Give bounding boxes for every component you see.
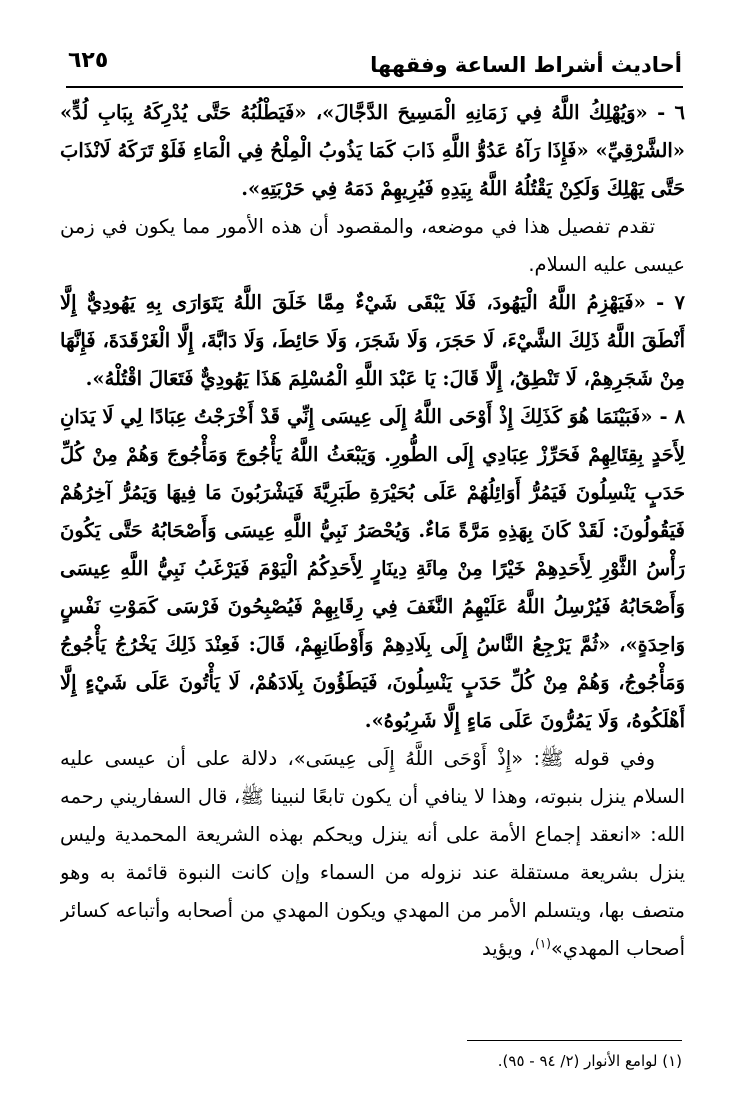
footnote: (١) لوامع الأنوار (٢/ ٩٤ - ٩٥). xyxy=(497,1052,682,1070)
running-title: أحاديث أشراط الساعة وفقهها xyxy=(370,53,682,77)
hadith-paragraph-6: ٦ - «وَيُهْلِكُ اللَّهُ فِي زَمَانِهِ الْمَسِيحَ الدَّجَّالَ»، «فَيَطْلُبُهُ حَتَّى يُدْرِكَهُ بِبَابِ لُدٍّ» «الشَّرْقِيِّ» «فَإِذَا رَآهُ عَدُوُّ اللَّهِ ذَابَ كَمَا يَذُوبُ الْمِلْحُ فِي الْمَاءِ فَلَوْ تَرَكَهُ لَانْذَابَ حَتَّى يَهْلِكَ وَلَكِنْ يَقْتُلُهُ اللَّهُ بِيَدِهِ فَيُرِيهِمْ دَمَهُ فِي حَرْبَتِهِ». xyxy=(60,101,685,200)
running-header xyxy=(68,42,682,86)
header-rule xyxy=(66,86,683,88)
commentary-paragraph-1: تقدم تفصيل هذا في موضعه، والمقصود أن هذه الأمور مما يكون في زمن عيسى عليه السلام. xyxy=(60,215,685,276)
hadith-paragraph-8: ٨ - «فَبَيْنَمَا هُوَ كَذَلِكَ إِذْ أَوْحَى اللَّهُ إِلَى عِيسَى إِنِّي قَدْ أَخْرَجْتُ عِبَادًا لِي لَا يَدَانِ لِأَحَدٍ بِقِتَالِهِمْ فَحَرِّزْ عِبَادِي إِلَى الطُّورِ. وَيَبْعَثُ اللَّهُ يَأْجُوجَ وَمَأْجُوجَ وَهُمْ مِنْ كُلِّ حَدَبٍ يَنْسِلُونَ فَيَمُرُّ أَوَائِلُهُمْ عَلَى بُحَيْرَةِ طَبَرِيَّةَ فَيَشْرَبُونَ مَا فِيهَا وَيَمُرُّ آخِرُهُمْ فَيَقُولُونَ: لَقَدْ كَانَ بِهَذِهِ مَرَّةً مَاءٌ. وَيُحْصَرُ نَبِيُّ اللَّهِ عِيسَى وَأَصْحَابُهُ حَتَّى يَكُونَ رَأْسُ الثَّوْرِ لِأَحَدِهِمْ خَيْرًا مِنْ مِائَةِ دِينَارٍ لِأَحَدِكُمُ الْيَوْمَ فَيَرْغَبُ نَبِيُّ اللَّهِ عِيسَى وَأَصْحَابُهُ فَيُرْسِلُ اللَّهُ عَلَيْهِمُ النَّغَفَ فِي رِقَابِهِمْ فَيُصْبِحُونَ فَرْسَى كَمَوْتِ نَفْسٍ وَاحِدَةٍ»، «ثُمَّ يَرْجِعُ النَّاسُ إِلَى بِلَادِهِمْ وَأَوْطَانِهِمْ، قَالَ: فَعِنْدَ ذَلِكَ يَخْرُجُ يَأْجُوجُ وَمَأْجُوجُ، وَهُمْ مِنْ كُلِّ حَدَبٍ يَنْسِلُونَ، فَيَطَؤُونَ بِلَادَهُمْ، لَا يَأْتُونَ عَلَى شَيْءٍ إِلَّا أَهْلَكُوهُ، وَلَا يَمُرُّونَ عَلَى مَاءٍ إِلَّا شَرِبُوهُ». xyxy=(60,405,685,732)
page-number: ٦٢٥ xyxy=(68,48,109,73)
commentary-paragraph-2 xyxy=(60,740,685,968)
footnote-reference[interactable]: (١) xyxy=(535,936,551,951)
main-text xyxy=(60,94,685,974)
hadith-paragraph-7: ٧ - «فَيَهْزِمُ اللَّهُ الْيَهُودَ، فَلَا يَبْقَى شَيْءٌ مِمَّا خَلَقَ اللَّهُ يَتَوَارَى بِهِ يَهُودِيٌّ إِلَّا أَنْطَقَ اللَّهُ ذَلِكَ الشَّيْءَ، لَا حَجَرَ، وَلَا شَجَرَ، وَلَا حَائِطَ، وَلَا دَابَّةَ، إِلَّا الْغَرْقَدَةَ، فَإِنَّهَا مِنْ شَجَرِهِمْ، لَا تَنْطِقُ، إِلَّا قَالَ: يَا عَبْدَ اللَّهِ الْمُسْلِمَ هَذَا يَهُودِيٌّ فَتَعَالَ اقْتُلْهُ». xyxy=(60,291,685,390)
commentary-paragraph-2-tail: ، ويؤيد xyxy=(481,937,536,960)
footnote-rule xyxy=(467,1040,682,1041)
commentary-paragraph-2-text: وفي قوله ﷺ: «إِذْ أَوْحَى اللَّهُ إِلَى عِيسَى»، دلالة على أن عيسى عليه السلام ينزل بنبوته، وهذا لا ينافي أن يكون تابعًا لنبينا ﷺ، قال السفاريني رحمه الله: «انعقد إجماع الأمة على أنه ينزل ويحكم بهذه الشريعة المحمدية وليس ينزل بشريعة مستقلة عند نزوله من السماء وإن كانت النبوة قائمة به وهو متصف بها، ويتسلم الأمر من المهدي ويكون المهدي من أصحابه وأتباعه كسائر أصحاب المهدي» xyxy=(60,747,685,960)
